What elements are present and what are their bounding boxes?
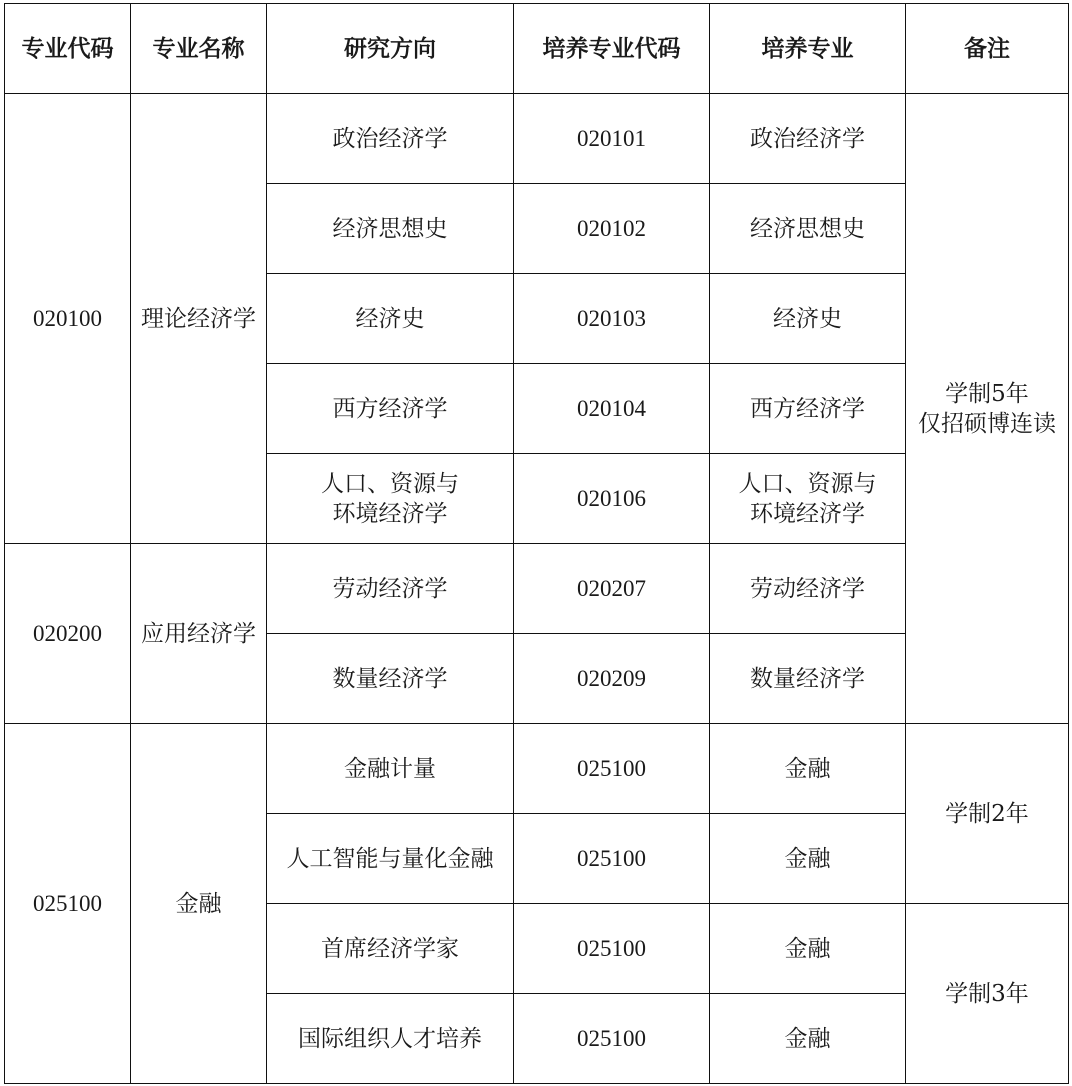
training-major-cell: 数量经济学	[710, 634, 906, 724]
table-row	[5, 94, 1069, 184]
direction-cell: 经济思想史	[267, 184, 514, 274]
training-major-cell: 经济史	[710, 274, 906, 364]
major-code-cell: 020200	[5, 544, 131, 724]
training-major-cell: 金融	[710, 724, 906, 814]
direction-cell: 西方经济学	[267, 364, 514, 454]
training-code-cell: 025100	[514, 814, 710, 904]
header-training-code: 培养专业代码	[514, 4, 710, 94]
direction-cell: 人工智能与量化金融	[267, 814, 514, 904]
training-code-cell: 020104	[514, 364, 710, 454]
major-name-cell: 应用经济学	[131, 544, 267, 724]
remarks-cell: 学制2年	[906, 724, 1069, 904]
training-code-cell: 025100	[514, 904, 710, 994]
header-row	[5, 4, 1069, 94]
training-code-cell: 020106	[514, 454, 710, 544]
direction-cell: 数量经济学	[267, 634, 514, 724]
training-code-cell: 020102	[514, 184, 710, 274]
training-code-cell: 025100	[514, 724, 710, 814]
training-major-cell: 劳动经济学	[710, 544, 906, 634]
header-research-direction: 研究方向	[267, 4, 514, 94]
major-code-cell: 020100	[5, 94, 131, 544]
header-major-name: 专业名称	[131, 4, 267, 94]
major-name-cell: 理论经济学	[131, 94, 267, 544]
training-major-cell: 人口、资源与 环境经济学	[710, 454, 906, 544]
direction-cell: 国际组织人才培养	[267, 994, 514, 1084]
header-major-code: 专业代码	[5, 4, 131, 94]
training-code-cell: 020103	[514, 274, 710, 364]
remarks-cell: 学制3年	[906, 904, 1069, 1084]
header-remarks: 备注	[906, 4, 1069, 94]
training-code-cell: 020207	[514, 544, 710, 634]
training-major-cell: 金融	[710, 994, 906, 1084]
training-major-cell: 西方经济学	[710, 364, 906, 454]
training-major-cell: 金融	[710, 814, 906, 904]
major-code-cell: 025100	[5, 724, 131, 1084]
direction-cell: 经济史	[267, 274, 514, 364]
direction-cell: 政治经济学	[267, 94, 514, 184]
program-table	[4, 3, 1069, 1084]
direction-cell: 劳动经济学	[267, 544, 514, 634]
header-training-major: 培养专业	[710, 4, 906, 94]
training-major-cell: 政治经济学	[710, 94, 906, 184]
training-major-cell: 经济思想史	[710, 184, 906, 274]
table-row	[5, 724, 1069, 814]
direction-cell: 金融计量	[267, 724, 514, 814]
direction-cell: 首席经济学家	[267, 904, 514, 994]
remarks-cell: 学制5年 仅招硕博连读	[906, 94, 1069, 724]
major-name-cell: 金融	[131, 724, 267, 1084]
direction-cell: 人口、资源与 环境经济学	[267, 454, 514, 544]
training-code-cell: 025100	[514, 994, 710, 1084]
training-major-cell: 金融	[710, 904, 906, 994]
training-code-cell: 020101	[514, 94, 710, 184]
training-code-cell: 020209	[514, 634, 710, 724]
